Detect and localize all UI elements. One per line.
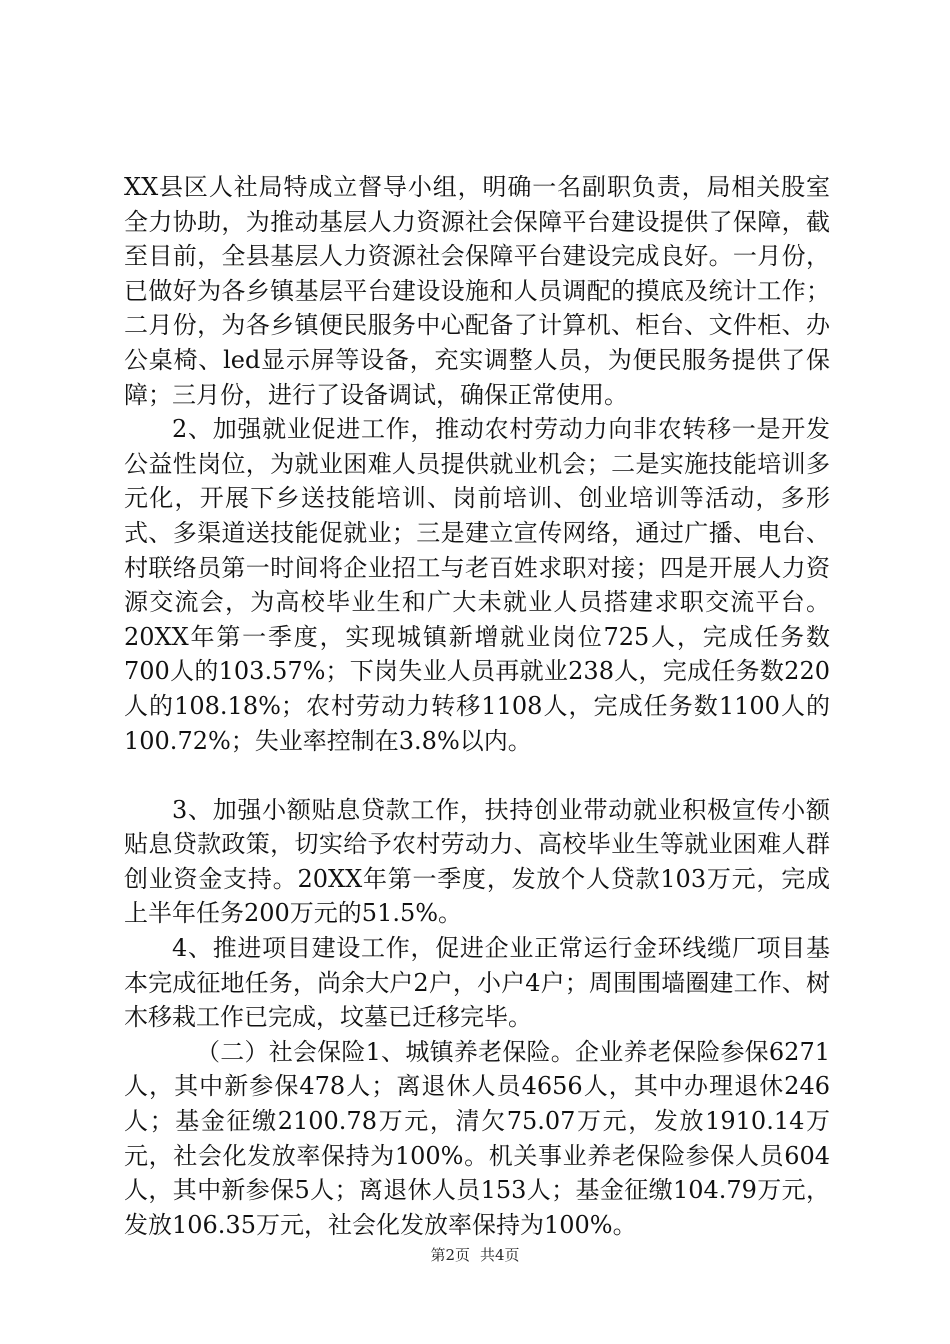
page-footer <box>0 1245 950 1265</box>
paragraph-project-construction: 4、推进项目建设工作，促进企业正常运行金环线缆厂项目基本完成征地任务，尚余大户2户，小户4户；周围围墙圈建工作、树木移栽工作已完成，坟墓已迁移完毕。 <box>124 934 830 1032</box>
page-total: 共4页 <box>480 1246 520 1264</box>
paragraph-employment-promotion: 2、加强就业促进工作，推动农村劳动力向非农转移一是开发公益性岗位，为就业困难人员提供就业机会；二是实施技能培训多元化，开展下乡送技能培训、岗前培训、创业培训等活动，多形式、多渠道送技能促就业；三是建立宣传网络，通过广播、电台、村联络员第一时间将企业招工与老百姓求职对接；四是开展人力资源交流会，为高校毕业生和广大未就业人员搭建求职交流平台。20XX年第一季度，实现城镇新增就业岗位725人，完成任务数700人的103.57%；下岗失业人员再就业238人，完成任务数220人的108.18%；农村劳动力转移1108人，完成任务数1100人的100.72%；失业率控制在3.8%以内。 <box>124 415 830 755</box>
paragraph-platform-construction: XX县区人社局特成立督导小组，明确一名副职负责，局相关股室全力协助，为推动基层人力资源社会保障平台建设提供了保障，截至目前，全县基层人力资源社会保障平台建设完成良好。一月份，已做好为各乡镇基层平台建设设施和人员调配的摸底及统计工作；二月份，为各乡镇便民服务中心配备了计算机、柜台、文件柜、办公桌椅、led显示屏等设备，充实调整人员，为便民服务提供了保障；三月份，进行了设备调试，确保正常使用。 <box>124 173 830 409</box>
paragraph-small-loans: 3、加强小额贴息贷款工作，扶持创业带动就业积极宣传小额贴息贷款政策，切实给予农村劳动力、高校毕业生等就业困难人群创业资金支持。20XX年第一季度，发放个人贷款103万元，完成上半年任务200万元的51.5%。 <box>124 795 830 928</box>
paragraph-social-insurance: （二）社会保险1、城镇养老保险。企业养老保险参保6271人，其中新参保478人；离退休人员4656人，其中办理退休246人；基金征缴2100.78万元，清欠75.07万元，发放1910.14万元，社会化发放率保持为100%。机关事业养老保险参保人员604人，其中新参保5人；离退休人员153人；基金征缴104.79万元，发放106.35万元，社会化发放率保持为100%。 <box>124 1037 830 1239</box>
page-number: 第2页 <box>430 1246 470 1264</box>
document-body <box>124 170 830 1242</box>
